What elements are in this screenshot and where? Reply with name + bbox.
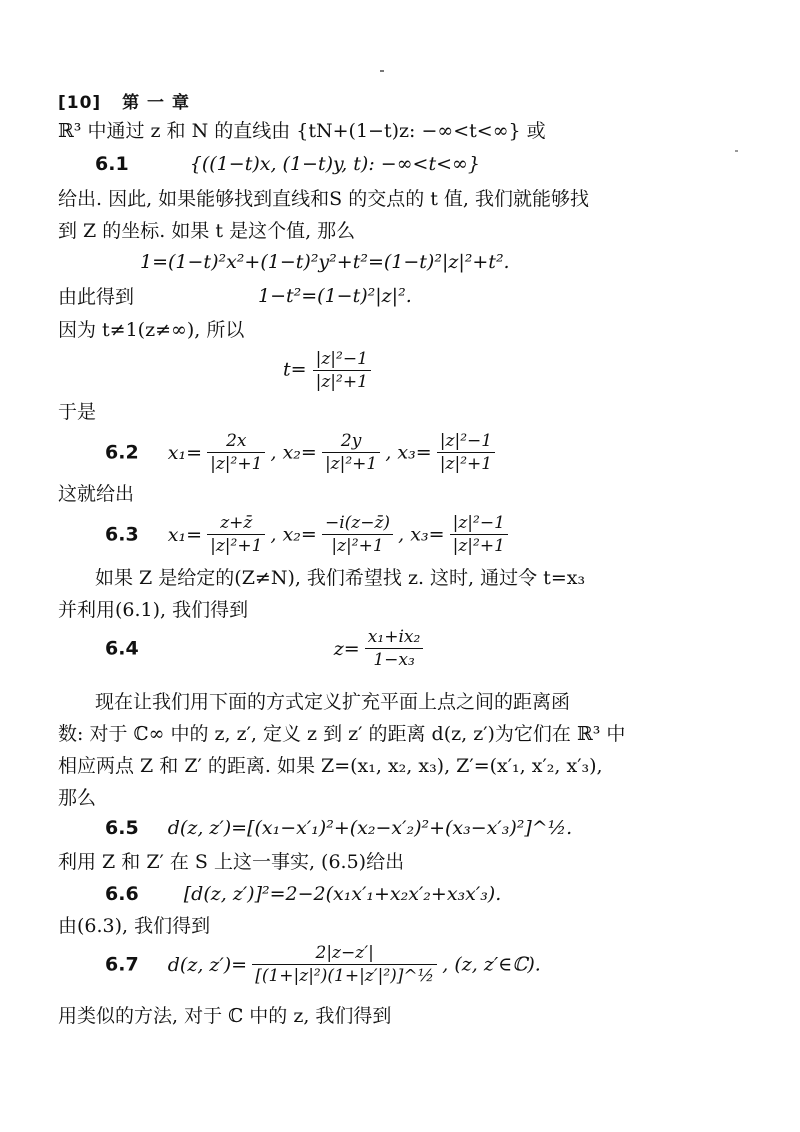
text-line: 相应两点 Z 和 Z′ 的距离. 如果 Z=(x₁, x₂, x₃), Z′=(x′₁, x′₂, x′₃), xyxy=(58,755,603,777)
scan-speck xyxy=(735,150,738,152)
equation-6-3 xyxy=(105,512,508,557)
denominator: |z|²+1 xyxy=(210,454,263,474)
numerator: |z|²−1 xyxy=(313,348,371,371)
numerator: |z|²−1 xyxy=(437,430,495,453)
equation-lhs: x₁= xyxy=(167,523,203,546)
equation-6-1 xyxy=(95,152,480,177)
fraction xyxy=(437,430,495,475)
text-line: 现在让我们用下面的方式定义扩充平面上点之间的距离函 xyxy=(95,691,571,713)
text-line: ℝ³ 中通过 z 和 N 的直线由 {tN+(1−t)z: −∞<t<∞} 或 xyxy=(58,120,546,142)
chapter-label: 第 一 章 xyxy=(122,93,190,113)
numerator: 2y xyxy=(322,430,380,453)
equation-unnumbered: 1=(1−t)²x²+(1−t)²y²+t²=(1−t)²|z|²+t². xyxy=(140,251,510,273)
fraction xyxy=(313,348,371,393)
text-line: 因为 t≠1(z≠∞), 所以 xyxy=(58,319,245,341)
denominator: |z|²+1 xyxy=(210,536,263,556)
equation-6-5 xyxy=(105,816,572,841)
equation-unnumbered: 1−t²=(1−t)²|z|². xyxy=(258,285,412,307)
numerator: −i(z−z̄) xyxy=(322,512,393,535)
equation-6-2 xyxy=(105,430,495,475)
equation-lhs: d(z, z′)= xyxy=(167,953,248,976)
equation-lhs: z= xyxy=(333,637,360,660)
equation-lhs: , x₃= xyxy=(398,523,445,546)
equation-tag: 6.7 xyxy=(105,953,139,976)
equation-tag: 6.4 xyxy=(105,637,139,660)
equation-6-6 xyxy=(105,882,501,907)
scan-speck xyxy=(380,70,384,72)
denominator: 1−x₃ xyxy=(373,650,415,670)
text-line: 由此得到 xyxy=(58,286,135,308)
fraction xyxy=(450,512,508,557)
equation-body: {((1−t)x, (1−t)y, t): −∞<t<∞} xyxy=(189,153,480,175)
numerator: 2|z−z′| xyxy=(252,942,437,965)
fraction xyxy=(322,430,380,475)
text-line: 利用 Z 和 Z′ 在 S 上这一事实, (6.5)给出 xyxy=(58,851,405,873)
equation-tail: , (z, z′∈ℂ). xyxy=(442,953,541,976)
equation-body: d(z, z′)=[(x₁−x′₁)²+(x₂−x′₂)²+(x₃−x′₃)²]^½. xyxy=(167,817,573,839)
text-line: 用类似的方法, 对于 ℂ 中的 z, 我们得到 xyxy=(58,1005,392,1027)
text-line: 由(6.3), 我们得到 xyxy=(58,915,211,937)
denominator: |z|²+1 xyxy=(439,454,493,474)
text-line: 于是 xyxy=(58,401,97,423)
equation-body: [d(z, z′)]²=2−2(x₁x′₁+x₂x′₂+x₃x′₃). xyxy=(183,883,502,905)
denominator: [(1+|z|²)(1+|z′|²)]^½ xyxy=(255,966,435,986)
equation-t xyxy=(283,348,371,393)
denominator: |z|²+1 xyxy=(324,454,378,474)
denominator: |z|²+1 xyxy=(452,536,505,556)
equation-tag: 6.3 xyxy=(105,523,139,546)
equation-lhs: , x₃= xyxy=(385,441,432,464)
equation-tag: 6.1 xyxy=(95,153,129,175)
text-line: 给出. 因此, 如果能够找到直线和S 的交点的 t 值, 我们就能够找 xyxy=(58,188,590,210)
equation-lhs: t= xyxy=(283,358,307,381)
text-line: 数: 对于 ℂ∞ 中的 z, z′, 定义 z 到 z′ 的距离 d(z, z′)为它们在 ℝ³ 中 xyxy=(58,723,626,745)
text-line: 这就给出 xyxy=(58,483,135,505)
numerator: 2x xyxy=(207,430,265,453)
numerator: |z|²−1 xyxy=(450,512,508,535)
equation-6-7 xyxy=(105,942,541,987)
equation-tag: 6.5 xyxy=(105,817,139,839)
numerator: z+z̄ xyxy=(207,512,265,535)
equation-tag: 6.6 xyxy=(105,883,139,905)
text-line: 到 Z 的坐标. 如果 t 是这个值, 那么 xyxy=(58,220,356,242)
denominator: |z|²+1 xyxy=(315,372,368,392)
denominator: |z|²+1 xyxy=(331,536,384,556)
equation-lhs: , x₂= xyxy=(270,523,317,546)
page-number: [10] xyxy=(58,93,102,113)
equation-tag: 6.2 xyxy=(105,441,139,464)
page-header xyxy=(58,88,190,113)
fraction xyxy=(322,512,393,557)
equation-lhs: , x₂= xyxy=(270,441,317,464)
text-line: 那么 xyxy=(58,787,97,809)
fraction xyxy=(207,512,265,557)
fraction xyxy=(252,942,437,987)
text-line: 并利用(6.1), 我们得到 xyxy=(58,599,249,621)
equation-lhs: x₁= xyxy=(167,441,203,464)
numerator: x₁+ix₂ xyxy=(365,626,424,649)
equation-6-4 xyxy=(105,626,423,671)
fraction xyxy=(207,430,265,475)
fraction xyxy=(365,626,424,671)
text-line: 如果 Z 是给定的(Z≠N), 我们希望找 z. 这时, 通过令 t=x₃ xyxy=(95,567,586,589)
